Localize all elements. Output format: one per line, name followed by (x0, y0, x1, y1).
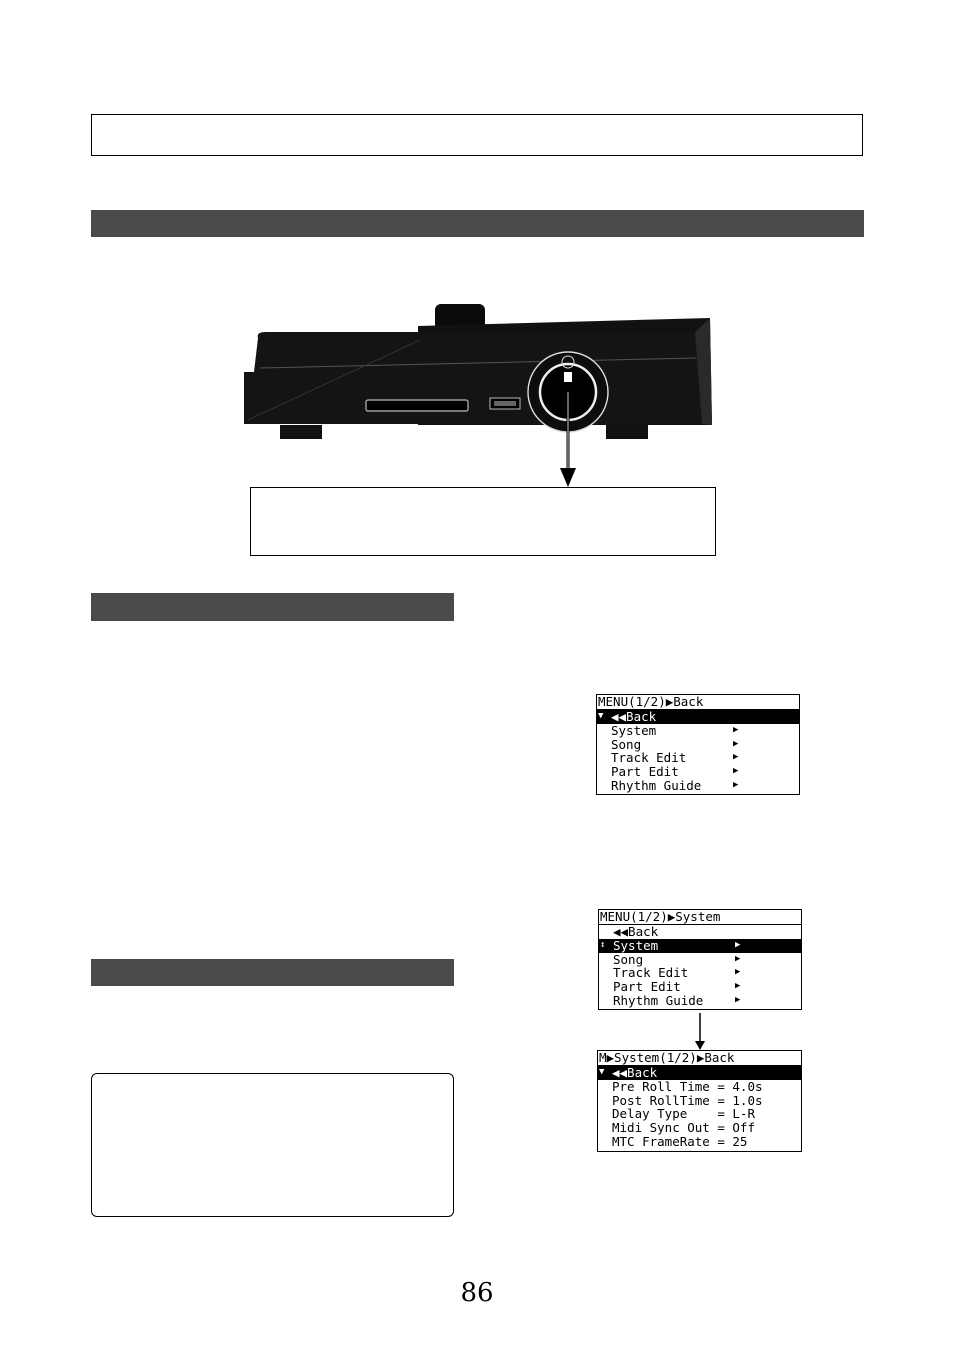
lcd-row-rhythm-guide: Rhythm Guide ▶ (613, 992, 741, 1008)
lcd-row-post-roll-time: Post RollTime = 1.0s (612, 1092, 763, 1108)
chapter-title-box (91, 114, 863, 156)
lcd-header: M▶System(1/2)▶Back (598, 1051, 801, 1066)
arrow-down-icon (690, 1013, 710, 1051)
card-slot (366, 400, 468, 411)
lcd-row-song: Song ▶ (611, 736, 739, 752)
lcd-row-track-edit: Track Edit ▶ (613, 965, 741, 981)
subsection-heading-bar-2 (91, 959, 454, 986)
lcd-row-system: System ▶ (611, 722, 739, 738)
lcd-system-menu (597, 1050, 802, 1152)
section-heading-bar (91, 210, 864, 237)
lcd-row-delay-type: Delay Type = L-R (612, 1106, 755, 1122)
lcd-row-part-edit: Part Edit ▶ (611, 764, 739, 780)
lcd-row-song: Song ▶ (613, 951, 741, 967)
lcd-row-pre-roll-time: Pre Roll Time = 4.0s (612, 1078, 763, 1094)
left-foot (280, 425, 322, 439)
lcd-row-part-edit: Part Edit ▶ (613, 979, 741, 995)
lcd-menu-back (596, 694, 800, 795)
lcd-header: MENU(1/2)▶Back (597, 695, 799, 710)
subsection-heading-bar-1 (91, 593, 454, 621)
lcd-row-back: ▼ ◀◀Back (598, 1066, 801, 1080)
lcd-row-back: ◀◀Back (613, 924, 659, 939)
lcd-row-rhythm-guide: Rhythm Guide ▶ (611, 777, 739, 793)
arrow-down-icon (560, 468, 576, 487)
lcd-row-mtc-framerate: MTC FrameRate = 25 (612, 1133, 748, 1149)
page-number: 86 (460, 1278, 494, 1308)
lcd-row-system: ↕ System ▶ (599, 939, 801, 953)
device-side-view-illustration (240, 300, 720, 490)
device-body (244, 332, 702, 424)
jack-callout-box (250, 487, 716, 556)
lcd-row-track-edit: Track Edit ▶ (611, 750, 739, 766)
lcd-menu-system (598, 909, 802, 1010)
lcd-row-back: ▼ ◀◀Back (597, 710, 799, 724)
right-foot (606, 425, 648, 439)
lcd-row-midi-sync-out: Midi Sync Out = Off (612, 1120, 755, 1136)
lcd-header: MENU(1/2)▶System (599, 910, 801, 925)
note-box (91, 1073, 454, 1217)
